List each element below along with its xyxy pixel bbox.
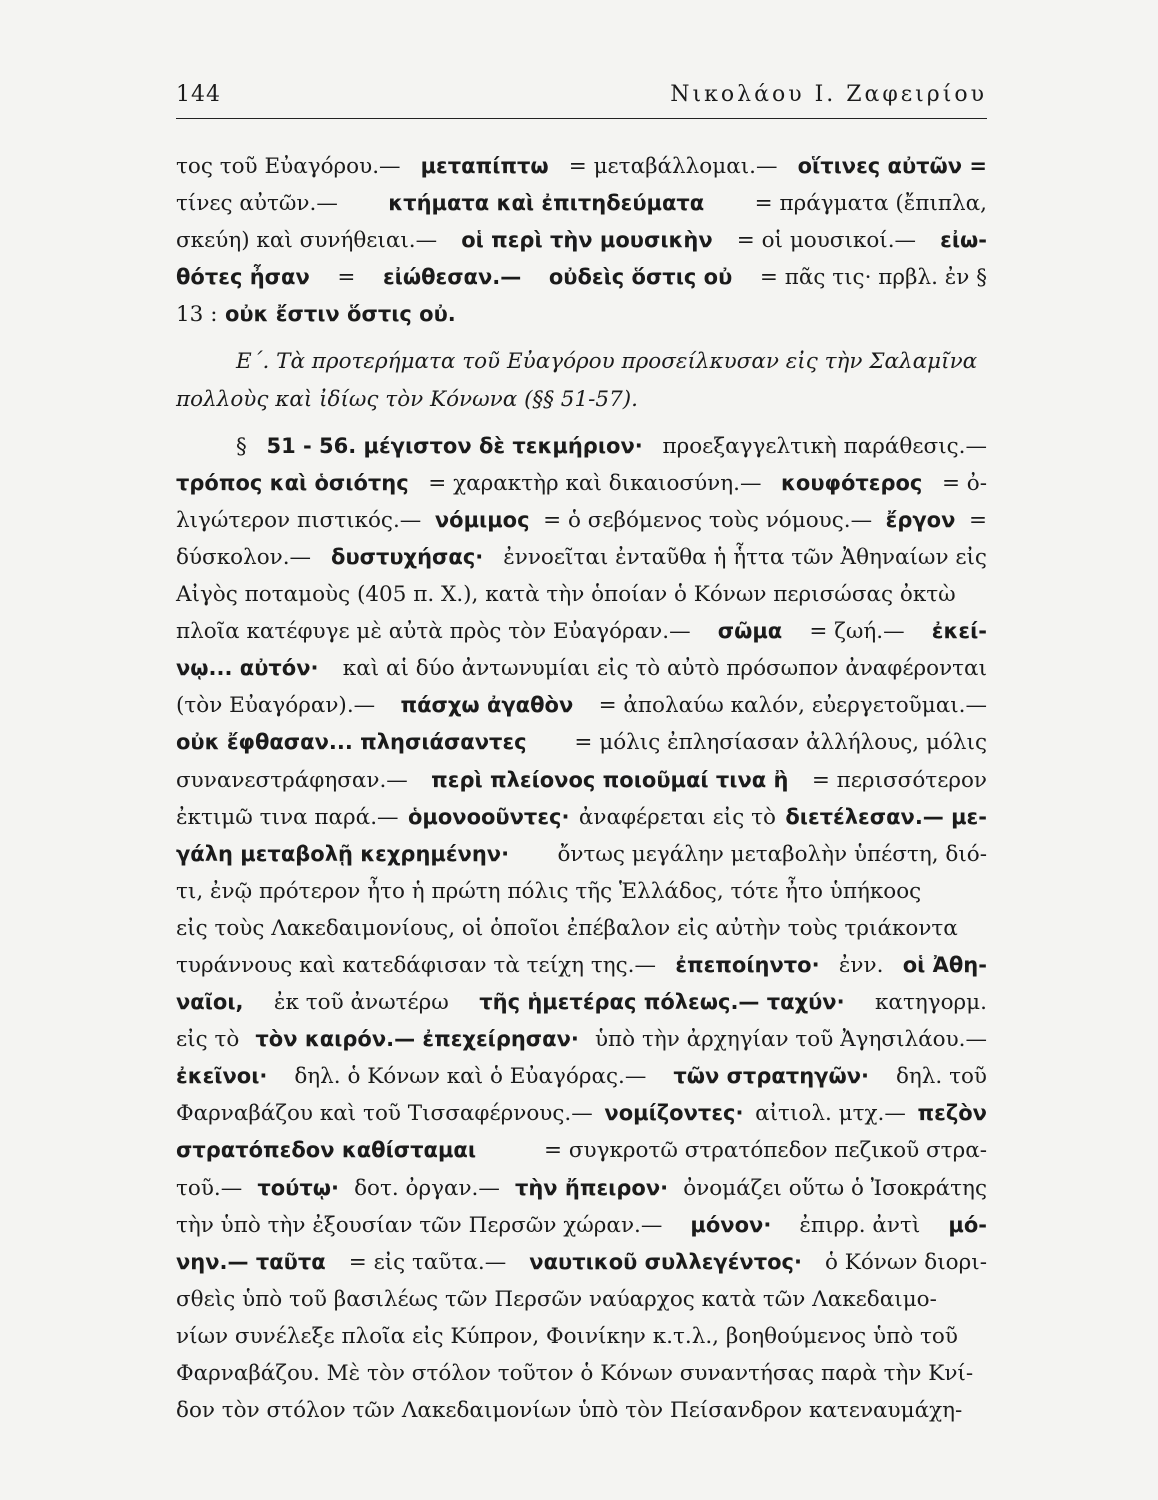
lemma-bold: νῳ... αὐτόν·: [176, 656, 319, 681]
text-line: [176, 539, 987, 576]
gloss-text: = ὁ σεβόμενος τοὺς νόμους.—: [543, 507, 873, 533]
gloss-text: =: [968, 507, 987, 533]
lemma-bold: γάλη μεταβολῇ κεχρημένην·: [176, 841, 510, 866]
lemma-bold: οἵτινες αὐτῶν =: [797, 154, 987, 178]
text-line: [176, 1207, 987, 1244]
gloss-text: ὁ Κόνων διορι-: [825, 1249, 987, 1275]
text-line: [176, 947, 987, 984]
text-line: [176, 1058, 987, 1095]
text-line: [176, 465, 987, 502]
running-head: Νικολάου Ι. Ζαφειρίου: [670, 82, 987, 107]
text-line: [176, 799, 987, 836]
body-text: [176, 148, 987, 1429]
lemma-bold: θότες ἦσαν: [176, 265, 310, 290]
gloss-text: (τὸν Εὐαγόραν).—: [176, 693, 376, 719]
text-line: [176, 1170, 987, 1207]
text-line: [176, 296, 987, 333]
text-line: [176, 259, 987, 296]
gloss-text: ἐννοεῖται ἐνταῦθα ἡ ἧττα τῶν Ἀθηναίων εἰς: [503, 544, 987, 570]
page-header: [176, 82, 987, 119]
text-line: [176, 687, 987, 724]
paragraph-gap: [176, 418, 987, 428]
gloss-text: προεξαγγελτικὴ παράθεσις.—: [662, 433, 987, 459]
text-line: [176, 1318, 987, 1355]
gloss-text: ὀνομάζει οὕτω ὁ Ἰσοκράτης: [683, 1175, 987, 1201]
lemma-bold: ἐπεποίηντο·: [675, 952, 820, 977]
lemma-bold: τούτῳ·: [257, 1175, 339, 1200]
gloss-text: ὄντως μεγάλην μεταβολὴν ὑπέστη, διό-: [557, 841, 987, 867]
text-line: [176, 724, 987, 761]
gloss-text: τοῦ.—: [176, 1175, 243, 1201]
text-line: [176, 1095, 987, 1132]
gloss-text: τι, ἐνῷ πρότερον ἦτο ἡ πρώτη πόλις τῆς Ἑλλάδος, τότε ἦτο ὑπήκοος: [176, 878, 922, 904]
gloss-text: = ὀ-: [941, 470, 987, 496]
lemma-bold: οἱ Ἀθη-: [902, 952, 987, 977]
gloss-text: τυράννους καὶ κατεδάφισαν τὰ τείχη της.—: [176, 952, 657, 978]
gloss-text: = οἱ μουσικοί.—: [736, 228, 917, 254]
gloss-text: δύσκολον.—: [176, 544, 312, 570]
lemma-bold: πάσχω ἀγαθὸν: [400, 693, 574, 718]
gloss-text: Αἰγὸς ποταμοὺς (405 π. Χ.), κατὰ τὴν ὁποίαν ὁ Κόνων περισώσας ὀκτὼ: [176, 582, 956, 608]
gloss-text: ἀναφέρεται εἰς τὸ: [578, 804, 776, 830]
gloss-text: ἐνν.: [838, 952, 884, 978]
lemma-bold: τρόπος καὶ ὁσιότης: [176, 470, 409, 495]
gloss-text: = πᾶς τις· πρβλ. ἐν §: [759, 265, 987, 291]
gloss-text: πλοῖα κατέφυγε μὲ αὐτὰ πρὸς τὸν Εὐαγόραν.—: [176, 619, 691, 645]
gloss-text: = μεταβάλλομαι.—: [568, 154, 778, 179]
gloss-text: 13 :: [176, 302, 218, 328]
lemma-bold: τῶν στρατηγῶν·: [673, 1064, 869, 1089]
gloss-text: = ζωή.—: [809, 619, 905, 645]
gloss-text: ὑπὸ τὴν ἀρχηγίαν τοῦ Ἀγησιλάου.—: [594, 1027, 987, 1053]
lemma-bold: ναυτικοῦ συλλεγέντος·: [529, 1249, 802, 1274]
lemma-bold: τὸν καιρόν.— ἐπεχείρησαν·: [255, 1027, 579, 1052]
text-line: [176, 613, 987, 650]
gloss-text: = ἀπολαύω καλόν, εὐεργετοῦμαι.—: [598, 693, 987, 719]
lemma-bold: κτήματα καὶ ἐπιτηδεύματα: [388, 191, 705, 216]
gloss-text: δοτ. ὀργαν.—: [354, 1175, 500, 1201]
lemma-bold: σῶμα: [717, 619, 783, 644]
lemma-bold: ἔργον: [885, 507, 956, 532]
gloss-text: = πράγματα (ἔπιπλα,: [754, 191, 987, 217]
lemma-bold: ναῖοι,: [176, 990, 244, 1015]
gloss-text: = εἰς ταῦτα.—: [348, 1249, 507, 1275]
gloss-text: τὴν ὑπὸ τὴν ἐξουσίαν τῶν Περσῶν χώραν.—: [176, 1212, 663, 1238]
lemma-bold: 51 - 56. μέγιστον δὲ τεκμήριον·: [266, 433, 643, 458]
text-line: [176, 836, 987, 873]
lemma-bold: ἐκεί-: [931, 619, 987, 644]
text-line: [176, 185, 987, 222]
lemma-bold: νόμιμος: [434, 507, 530, 532]
text-line: [176, 984, 987, 1021]
text-line: [176, 576, 987, 613]
gloss-text: κατηγορμ.: [874, 990, 987, 1016]
lemma-bold: διετέλεσαν.— με-: [785, 804, 987, 829]
text-line: [176, 148, 987, 185]
text-line: [176, 428, 987, 465]
paragraph-gap: [176, 333, 987, 343]
gloss-text: ἐκτιμῶ τινα παρά.—: [176, 804, 399, 830]
lemma-bold: οὐκ ἔφθασαν... πλησιάσαντες: [176, 730, 527, 755]
lemma-bold: εἰω-: [940, 228, 987, 253]
lemma-bold: εἰώθεσαν.—: [382, 265, 522, 290]
lemma-bold: ὁμονοοῦντες·: [407, 804, 570, 829]
section-heading-italic: πολλοὺς καὶ ἰδίως τὸν Κόνωνα (§§ 51-57).: [176, 386, 639, 412]
lemma-bold: οἱ περὶ τὴν μουσικὴν: [461, 228, 713, 253]
lemma-bold: οὐδεὶς ὅστις οὐ: [548, 265, 733, 290]
gloss-text: νίων συνέλεξε πλοῖα εἰς Κύπρον, Φοινίκην κ.τ.λ., βοηθούμενος ὑπὸ τοῦ: [176, 1323, 958, 1349]
gloss-text: αἰτιολ. μτχ.—: [755, 1101, 906, 1127]
lemma-bold: μό-: [948, 1212, 987, 1237]
text-line: [176, 1021, 987, 1058]
text-line: [176, 910, 987, 947]
text-line: [176, 650, 987, 687]
gloss-text: ἐκ τοῦ ἀνωτέρω: [273, 990, 449, 1016]
text-line: [176, 502, 987, 539]
text-line: [176, 343, 987, 380]
gloss-text: συνανεστράφησαν.—: [176, 767, 408, 793]
gloss-text: καὶ αἱ δύο ἀντωνυμίαι εἰς τὸ αὐτὸ πρόσωπον ἀναφέρονται: [342, 656, 987, 682]
page-number: 144: [176, 82, 221, 107]
text-line: [176, 1392, 987, 1429]
gloss-text: ἐπιρρ. ἀντὶ: [799, 1212, 921, 1238]
gloss-text: δηλ. τοῦ: [895, 1064, 987, 1090]
text-line: [176, 873, 987, 910]
gloss-text: = περισσότερον: [811, 767, 987, 793]
lemma-bold: τῆς ἡμετέρας πόλεως.— ταχύν·: [479, 990, 845, 1015]
lemma-bold: περὶ πλείονος ποιοῦμαί τινα ἢ: [431, 767, 789, 792]
lemma-bold: τὴν ἤπειρον·: [514, 1175, 669, 1200]
gloss-text: τίνες αὐτῶν.—: [176, 191, 338, 217]
gloss-text: σκεύη) καὶ συνήθειαι.—: [176, 228, 438, 254]
lemma-bold: ἐκεῖνοι·: [176, 1064, 268, 1089]
gloss-text: σθεὶς ὑπὸ τοῦ βασιλέως τῶν Περσῶν ναύαρχος κατὰ τῶν Λακεδαιμο-: [176, 1286, 937, 1312]
gloss-text: εἰς τοὺς Λακεδαιμονίους, οἱ ὁποῖοι ἐπέβαλον εἰς αὐτὴν τοὺς τριάκοντα: [176, 915, 958, 941]
lemma-bold: νομίζοντες·: [604, 1101, 744, 1126]
text-line: [176, 1355, 987, 1392]
lemma-bold: μόνον·: [690, 1212, 772, 1237]
gloss-text: τος τοῦ Εὐαγόρου.—: [176, 154, 401, 179]
gloss-text: δηλ. ὁ Κόνων καὶ ὁ Εὐαγόρας.—: [294, 1064, 647, 1090]
section-heading-italic: Ε΄. Τὰ προτερήματα τοῦ Εὐαγόρου προσείλκυσαν εἰς τὴν Σαλαμῖνα: [236, 349, 978, 375]
gloss-text: Φαρναβάζου καὶ τοῦ Τισσαφέρνους.—: [176, 1101, 593, 1127]
gloss-text: δον τὸν στόλον τῶν Λακεδαιμονίων ὑπὸ τὸν Πείσανδρον κατεναυμάχη-: [176, 1398, 963, 1424]
lemma-bold: πεζὸν: [917, 1101, 987, 1126]
lemma-bold: μεταπίπτω: [420, 154, 549, 178]
gloss-text: = συγκροτῶ στρατόπεδον πεζικοῦ στρα-: [544, 1138, 987, 1164]
text-line: [176, 1244, 987, 1281]
gloss-text: Φαρναβάζου. Μὲ τὸν στόλον τοῦτον ὁ Κόνων συναντήσας παρὰ τὴν Κνί-: [176, 1361, 974, 1386]
text-line: [176, 1281, 987, 1318]
lemma-bold: οὐκ ἔστιν ὅστις οὐ.: [224, 302, 456, 327]
lemma-bold: κουφότερος: [781, 470, 923, 495]
gloss-text: = μόλις ἐπλησίασαν ἀλλήλους, μόλις: [574, 730, 987, 756]
gloss-text: λιγώτερον πιστικός.—: [176, 507, 422, 533]
gloss-text: = χαρακτὴρ καὶ δικαιοσύνη.—: [428, 470, 762, 496]
lemma-bold: νην.— ταῦτα: [176, 1249, 326, 1274]
gloss-text: §: [236, 433, 247, 459]
text-line: [176, 762, 987, 799]
lemma-bold: στρατόπεδον καθίσταμαι: [176, 1138, 477, 1163]
text-line: [176, 222, 987, 259]
text-line: [176, 1132, 987, 1169]
text-line: [176, 381, 987, 418]
gloss-text: =: [337, 265, 356, 291]
lemma-bold: δυστυχήσας·: [331, 544, 484, 569]
gloss-text: εἰς τὸ: [176, 1027, 240, 1053]
